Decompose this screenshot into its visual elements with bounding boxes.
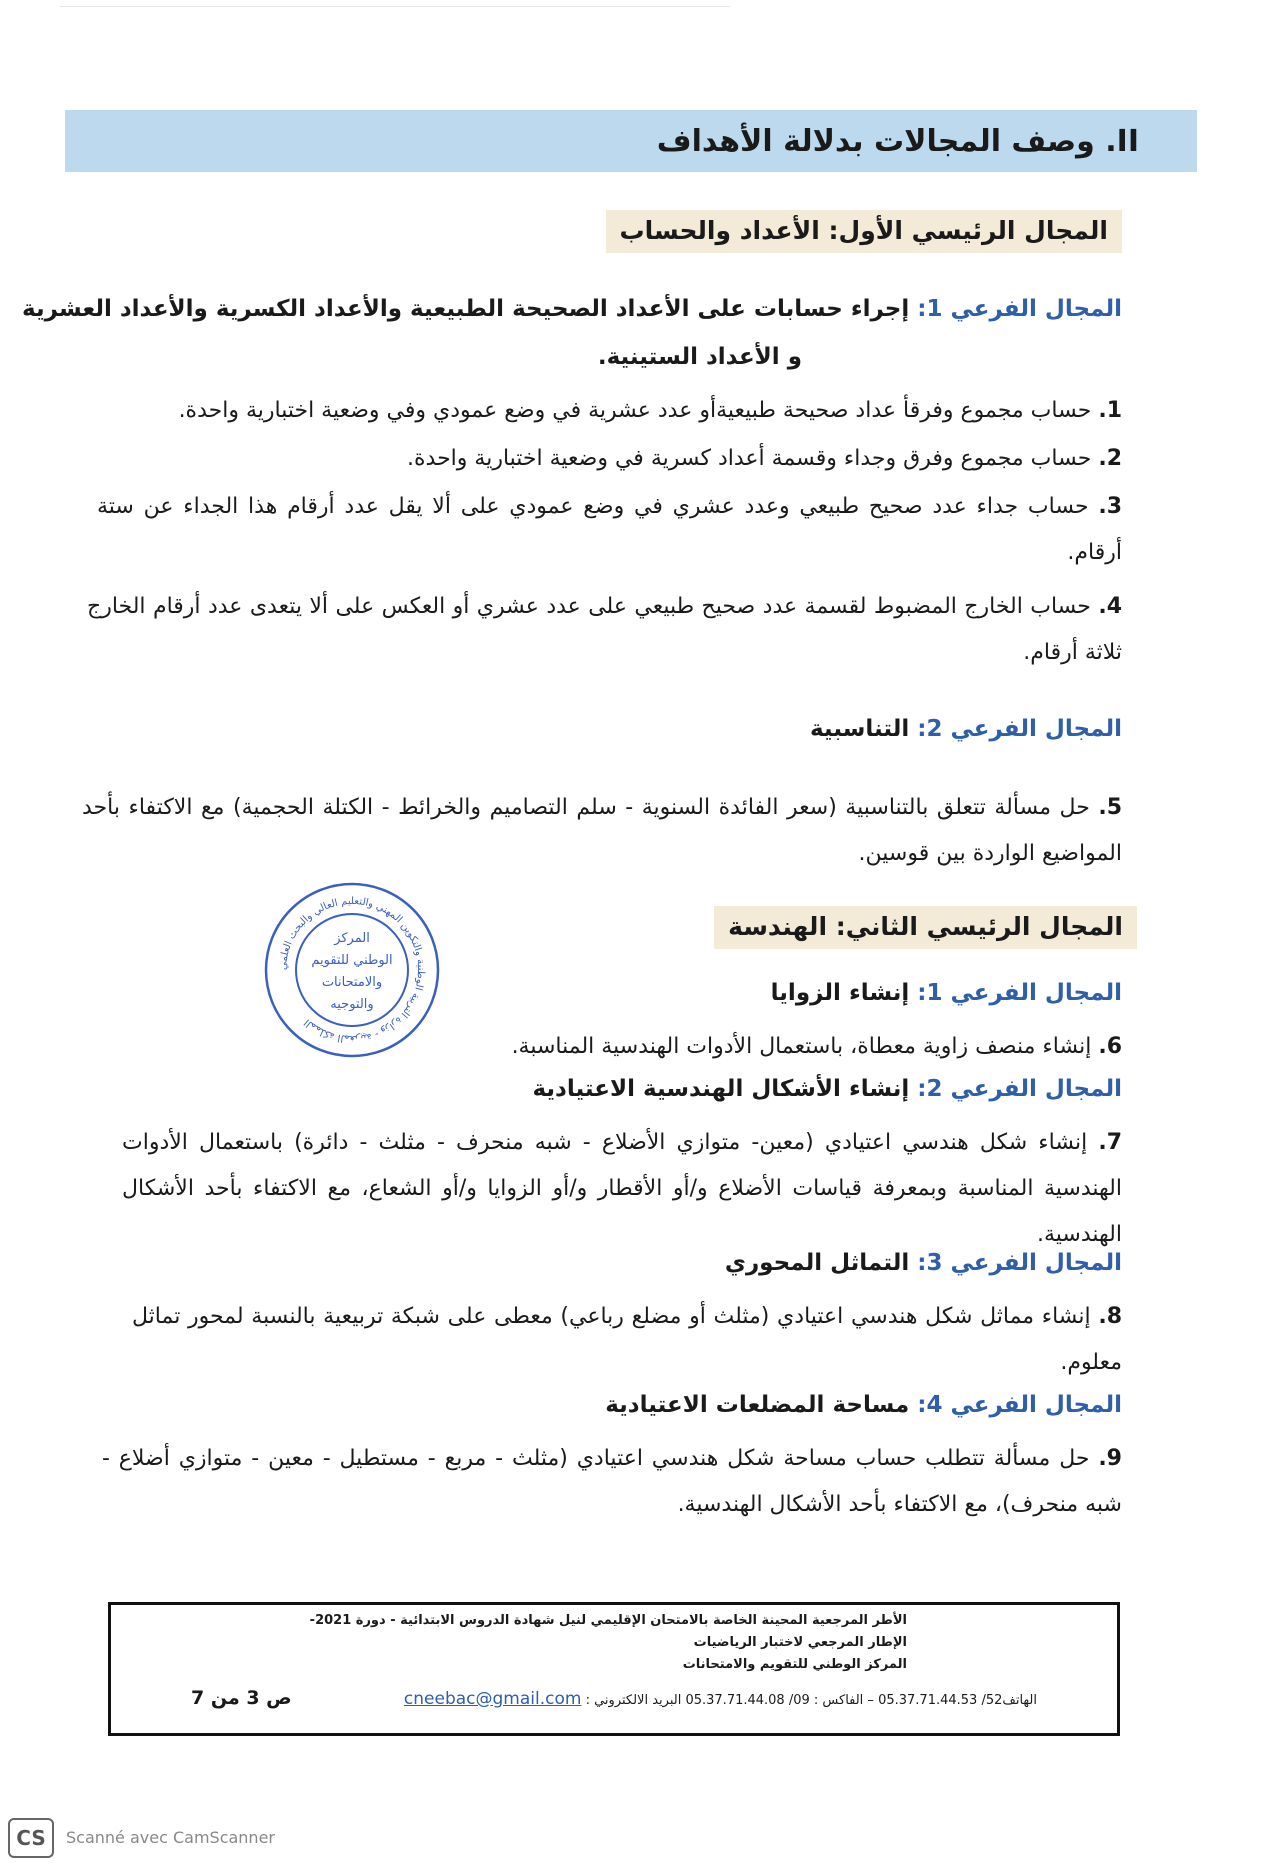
subdomain-text: إجراء حسابات على الأعداد الصحيحة الطبيعية والأعداد الكسرية والأعداد العشرية bbox=[22, 296, 910, 322]
item-text: إنشاء مماثل شكل هندسي اعتيادي (مثلث أو مضلع رباعي) معطى على شبكة تربيعية بالنسبة لمحور تماثل معلوم. bbox=[132, 1304, 1122, 1375]
footer-contact bbox=[404, 1689, 1037, 1709]
section-title-text: وصف المجالات بدلالة الأهداف bbox=[656, 124, 1095, 159]
item-text: حساب جداء عدد صحيح طبيعي وعدد عشري في وضع عمودي على ألا يقل عدد أرقام هذا الجداء عن ستة أرقام. bbox=[97, 494, 1122, 565]
item-text: حل مسألة تتعلق بالتناسبية (سعر الفائدة السنوية - سلم التصاميم والخرائط - الكتلة الحجمية) مع الاكتفاء بأحد المواضيع الواردة بين قوسين. bbox=[82, 795, 1122, 866]
subdomain-1-1 bbox=[22, 296, 1122, 322]
footer-email-link[interactable]: cneebac@gmail.com bbox=[403, 1689, 582, 1709]
objective-item-5 bbox=[82, 785, 1122, 877]
objective-item-3 bbox=[97, 484, 1122, 576]
subdomain-text: إنشاء الزوايا bbox=[770, 980, 910, 1006]
page-footer bbox=[108, 1602, 1120, 1736]
subdomain-2-3 bbox=[725, 1250, 1122, 1276]
stamp-center-line-1: المركز bbox=[334, 931, 370, 946]
subdomain-label: المجال الفرعي 3: bbox=[917, 1250, 1122, 1276]
main-domain-2-title: المجال الرئيسي الثاني: الهندسة bbox=[714, 906, 1137, 949]
section-number: II. bbox=[1105, 124, 1139, 159]
objective-item-8 bbox=[132, 1294, 1122, 1386]
item-number: 3. bbox=[1098, 494, 1122, 519]
subdomain-2-4 bbox=[605, 1392, 1122, 1418]
subdomain-label: المجال الفرعي 2: bbox=[917, 716, 1122, 742]
section-title bbox=[657, 124, 1139, 159]
stamp-ring-text: المملكة المغربية - وزارة التربية الوطنية والتكوين المهني والتعليم العالي والبحث العلمي bbox=[277, 895, 427, 1045]
item-text: حساب مجموع وفرقأ عداد صحيحة طبيعيةأو عدد عشرية في وضع عمودي وفي وضعية اختبارية واحدة. bbox=[178, 398, 1092, 423]
scan-edge-line bbox=[60, 6, 730, 7]
footer-line-3: المركز الوطني للتقويم والامتحانات bbox=[682, 1657, 907, 1672]
item-text: إنشاء منصف زاوية معطاة، باستعمال الأدوات الهندسية المناسبة. bbox=[511, 1034, 1092, 1059]
item-number: 1. bbox=[1098, 398, 1122, 423]
main-domain-1-title: المجال الرئيسي الأول: الأعداد والحساب bbox=[606, 210, 1122, 253]
stamp-center-line-3: والامتحانات bbox=[321, 975, 383, 990]
subdomain-label: المجال الفرعي 4: bbox=[917, 1392, 1122, 1418]
item-number: 5. bbox=[1098, 795, 1122, 820]
stamp-center-line-2: الوطني للتقويم bbox=[311, 953, 393, 968]
subdomain-2-1 bbox=[771, 980, 1122, 1006]
page-number: ص 3 من 7 bbox=[191, 1687, 292, 1709]
objective-item-4 bbox=[87, 584, 1122, 676]
subdomain-label: المجال الفرعي 2: bbox=[917, 1076, 1122, 1102]
footer-line-2: الإطار المرجعي لاختبار الرياضيات bbox=[693, 1635, 907, 1650]
objective-item-9 bbox=[102, 1436, 1122, 1528]
camscanner-text: Scanné avec CamScanner bbox=[66, 1828, 275, 1847]
subdomain-label: المجال الفرعي 1: bbox=[917, 296, 1122, 322]
item-text: حل مسألة تتطلب حساب مساحة شكل هندسي اعتيادي (مثلث - مربع - مستطيل - معين - متوازي أضلاع - شبه منحرف)، مع الاكتفاء بأحد الأشكال الهندسية. bbox=[102, 1446, 1122, 1517]
subdomain-text: التماثل المحوري bbox=[724, 1250, 910, 1276]
subdomain-text: إنشاء الأشكال الهندسية الاعتيادية bbox=[532, 1076, 910, 1102]
item-number: 7. bbox=[1098, 1130, 1122, 1155]
stamp-center-line-4: والتوجيه bbox=[330, 997, 374, 1012]
subdomain-text: مساحة المضلعات الاعتيادية bbox=[605, 1392, 910, 1418]
item-number: 4. bbox=[1098, 594, 1122, 619]
footer-line-1: الأطر المرجعية المحينة الخاصة بالامتحان الإقليمي لنيل شهادة الدروس الابتدائية - دورة 2021- bbox=[309, 1613, 907, 1628]
subdomain-1-1-continued: و الأعداد الستينية. bbox=[597, 344, 802, 370]
item-number: 6. bbox=[1098, 1034, 1122, 1059]
camscanner-logo-icon: CS bbox=[8, 1818, 54, 1858]
subdomain-label: المجال الفرعي 1: bbox=[917, 980, 1122, 1006]
official-stamp bbox=[262, 880, 442, 1060]
subdomain-text: التناسبية bbox=[809, 716, 910, 742]
stamp-outer-ring bbox=[266, 884, 438, 1056]
objective-item-1 bbox=[82, 388, 1122, 434]
subdomain-1-2 bbox=[810, 716, 1122, 742]
item-text: حساب الخارج المضبوط لقسمة عدد صحيح طبيعي على عدد عشري أو العكس على ألا يتعدى عدد أرقام الخارج ثلاثة أرقام. bbox=[87, 594, 1122, 665]
item-number: 2. bbox=[1098, 446, 1122, 471]
item-text: إنشاء شكل هندسي اعتيادي (معين- متوازي الأضلاع - شبه منحرف - مثلث - دائرة) باستعمال الأدوات الهندسية المناسبة وبمعرفة قياسات الأضلاع و/أو الأقطار و/أو الزوايا و/أو الشعاع، مع الاكتفاء بأحد الأشكال الهندسية. bbox=[122, 1130, 1122, 1247]
item-number: 9. bbox=[1098, 1446, 1122, 1471]
section-banner bbox=[65, 110, 1197, 172]
objective-item-7 bbox=[122, 1120, 1122, 1258]
item-number: 8. bbox=[1098, 1304, 1122, 1329]
objective-item-2 bbox=[82, 436, 1122, 482]
footer-contact-text: الهاتف52/ 05.37.71.44.53 – الفاكس : 09/ 05.37.71.44.08 البريد الالكتروني : bbox=[585, 1693, 1037, 1708]
item-text: حساب مجموع وفرق وجداء وقسمة أعداد كسرية في وضعية اختبارية واحدة. bbox=[407, 446, 1092, 471]
subdomain-2-2 bbox=[532, 1076, 1122, 1102]
